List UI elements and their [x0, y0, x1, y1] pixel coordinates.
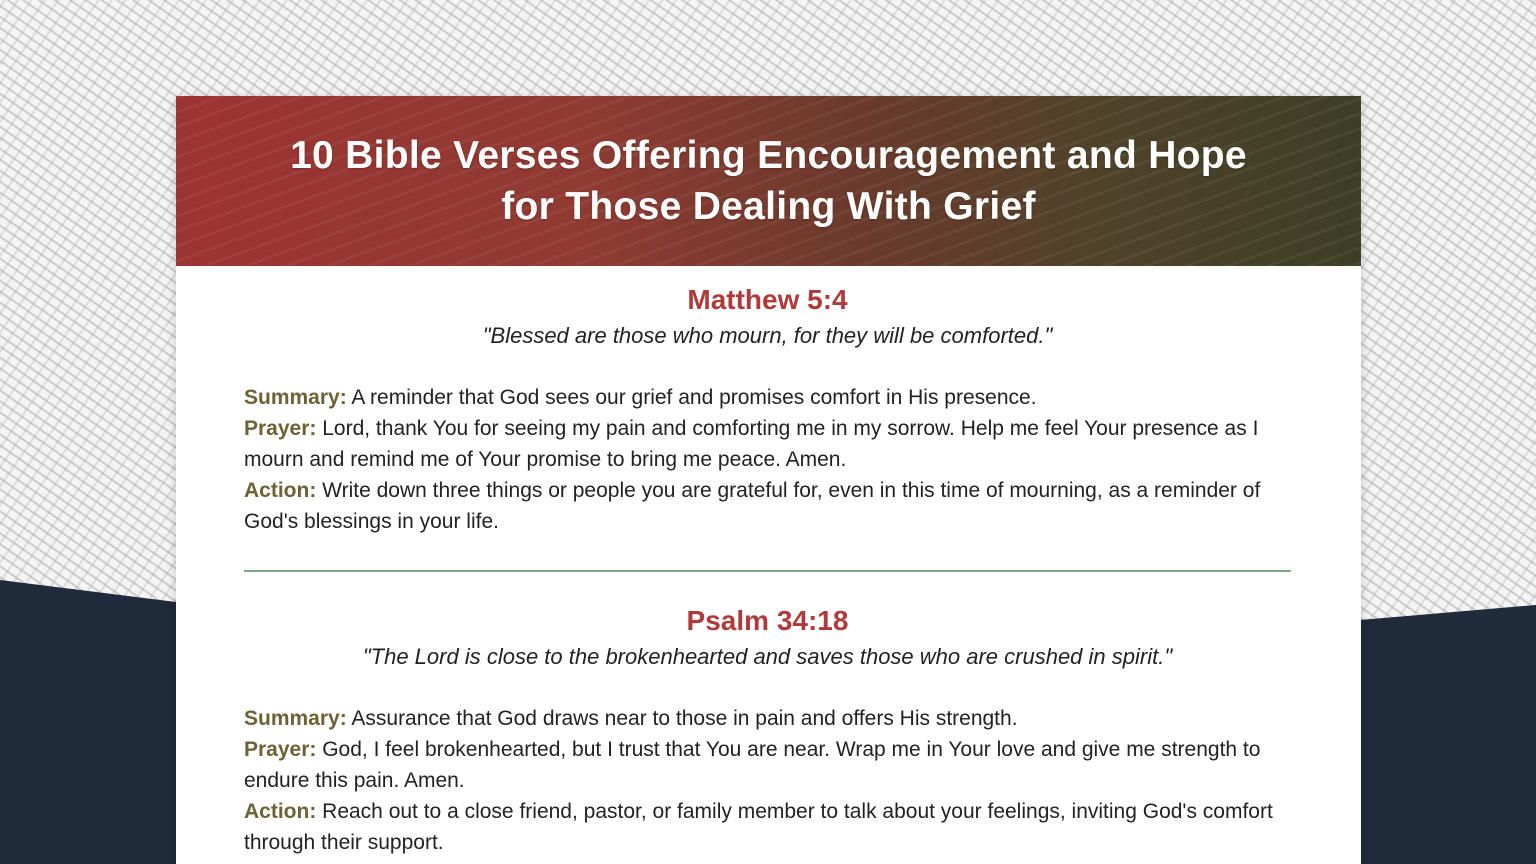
- summary-line: [244, 703, 1291, 734]
- action-text: Reach out to a close friend, pastor, or family member to talk about your feelings, inviting God's comfort through their support.: [244, 800, 1273, 854]
- summary-line: [244, 382, 1291, 413]
- action-line: [244, 475, 1291, 537]
- article-content: [176, 266, 1361, 858]
- verse-reference: Matthew 5:4: [687, 284, 848, 315]
- prayer-line: [244, 413, 1291, 475]
- prayer-text: Lord, thank You for seeing my pain and comforting me in my sorrow. Help me feel Your presence as I mourn and remind me of Your promise to bring me peace. Amen.: [244, 417, 1259, 471]
- action-label: Action:: [244, 479, 317, 502]
- summary-label: Summary:: [244, 386, 347, 409]
- prayer-text: God, I feel brokenhearted, but I trust that You are near. Wrap me in Your love and give me strength to endure this pain. Amen.: [244, 738, 1261, 792]
- title-banner: [176, 96, 1361, 266]
- verse-quote: "Blessed are those who mourn, for they will be comforted.": [482, 323, 1053, 348]
- prayer-line: [244, 734, 1291, 796]
- summary-text: A reminder that God sees our grief and promises comfort in His presence.: [346, 386, 1037, 409]
- verse-quote: "The Lord is close to the brokenhearted and saves those who are crushed in spirit.": [362, 644, 1173, 669]
- prayer-label: Prayer:: [244, 738, 317, 761]
- action-text: Write down three things or people you are grateful for, even in this time of mourning, as a reminder of God's blessings in your life.: [244, 479, 1261, 533]
- action-line: [244, 796, 1291, 858]
- prayer-label: Prayer:: [244, 417, 317, 440]
- action-label: Action:: [244, 800, 317, 823]
- article-card: [176, 96, 1361, 864]
- section-divider: [244, 570, 1291, 572]
- page-title: 10 Bible Verses Offering Encouragement and Hope for Those Dealing With Grief: [290, 134, 1247, 228]
- summary-text: Assurance that God draws near to those in pain and offers His strength.: [346, 707, 1018, 730]
- verse-section: [244, 280, 1291, 537]
- summary-label: Summary:: [244, 707, 347, 730]
- verse-section: [244, 601, 1291, 858]
- verse-reference: Psalm 34:18: [686, 605, 849, 636]
